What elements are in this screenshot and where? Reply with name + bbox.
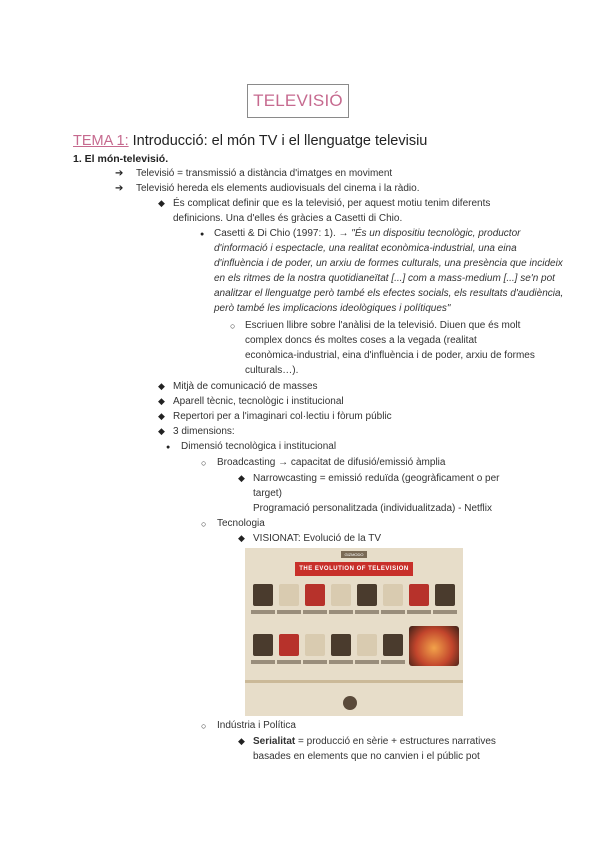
diamond-bullet-icon: ◆ xyxy=(238,533,245,543)
circle-bullet-icon: ○ xyxy=(230,321,236,331)
list-item: Aparell tècnic, tecnològic i institucional xyxy=(173,396,344,407)
list-item: 3 dimensions: xyxy=(173,426,235,437)
title-box xyxy=(247,84,349,118)
quote-line: d'influència i de poder, un arxiu de formes culturals, una presència que incideix xyxy=(214,258,563,269)
list-item: Escriuen llibre sobre l'anàlisi de la televisió. Diuen que és molt xyxy=(245,320,521,331)
quote-line: d'informació i espectacle, una realitat econòmica-industrial, una eina xyxy=(214,243,517,254)
tema-label: TEMA 1: xyxy=(73,133,129,149)
dot-bullet-icon: ● xyxy=(200,231,205,238)
list-item: Tecnologia xyxy=(217,518,265,529)
diamond-bullet-icon: ◆ xyxy=(238,736,245,746)
infographic-top-mark: GIZMODO xyxy=(341,551,367,558)
list-item: Repertori per a l'imaginari col·lectiu i fòrum públic xyxy=(173,411,392,422)
dot-bullet-icon: ● xyxy=(166,444,171,451)
list-item: Indústria i Política xyxy=(217,720,296,731)
topic-heading xyxy=(73,133,427,149)
circle-bullet-icon: ○ xyxy=(201,458,207,468)
arrow-bullet-icon: ➔ xyxy=(115,183,124,194)
list-item-cont: target) xyxy=(253,488,282,499)
topic-title: Introducció: el món TV i el llenguatge televisiu xyxy=(128,133,428,149)
arrow-bullet-icon: ➔ xyxy=(115,168,124,179)
diamond-bullet-icon: ◆ xyxy=(238,473,245,483)
keyword: Serialitat xyxy=(253,736,296,747)
circle-bullet-icon: ○ xyxy=(201,519,207,529)
list-item xyxy=(253,734,496,750)
definition: = producció en sèrie + estructures narratives xyxy=(295,736,496,747)
diamond-bullet-icon: ◆ xyxy=(158,198,165,208)
diamond-bullet-icon: ◆ xyxy=(158,381,165,391)
list-item: Televisió = transmissió a distància d'imatges en moviment xyxy=(136,168,393,179)
list-item: Dimensió tecnològica i institucional xyxy=(181,441,337,452)
quote-line: però també les implicacions ideològiques i polítiques" xyxy=(214,303,451,314)
page-title: TELEVISIÓ xyxy=(253,91,343,110)
list-item-cont: complex doncs és moltes coses a la vegada (realitat xyxy=(245,335,477,346)
list-item-cont: Programació personalitzada (individualitzada) - Netflix xyxy=(253,503,492,514)
list-item: Televisió hereda els elements audiovisuals del cinema i la ràdio. xyxy=(136,183,420,194)
quote-line: en els ritmes de la nostra quotidianeïtat [...] com a mass-medium [...] se'n pot xyxy=(214,273,555,284)
circle-bullet-icon: ○ xyxy=(201,721,207,731)
list-item: VISIONAT: Evolució de la TV xyxy=(253,533,382,544)
list-item-cont: basades en elements que no canvien i el públic pot xyxy=(253,751,480,762)
list-item: És complicat definir que es la televisió, per aquest motiu tenim diferents xyxy=(173,198,491,209)
infographic-banner: THE EVOLUTION OF TELEVISION xyxy=(295,562,413,576)
quote-line: analitzar el llenguatge però també els efectes socials, els resultats d'audiència, xyxy=(214,288,564,299)
list-item: Mitjà de comunicació de masses xyxy=(173,381,318,392)
tv-evolution-infographic xyxy=(245,548,463,716)
diamond-bullet-icon: ◆ xyxy=(158,411,165,421)
citation: Casetti & Di Chio (1997: 1). → xyxy=(214,228,352,239)
list-item-cont: econòmica-industrial, eina d'influència i de poder, arxiu de formes xyxy=(245,350,535,361)
quote-line: "És un dispositiu tecnològic, productor xyxy=(351,228,521,239)
diamond-bullet-icon: ◆ xyxy=(158,426,165,436)
list-item-cont: definicions. Una d'elles és gràcies a Casetti di Chio. xyxy=(173,213,403,224)
list-item: Broadcasting → capacitat de difusió/emissió àmplia xyxy=(217,457,446,468)
list-item: Narrowcasting = emissió reduïda (geogràficament o per xyxy=(253,473,500,484)
diamond-bullet-icon: ◆ xyxy=(158,396,165,406)
list-item xyxy=(214,226,520,242)
list-item-cont: culturals…). xyxy=(245,365,299,376)
section-heading: 1. El món-televisió. xyxy=(73,153,169,165)
